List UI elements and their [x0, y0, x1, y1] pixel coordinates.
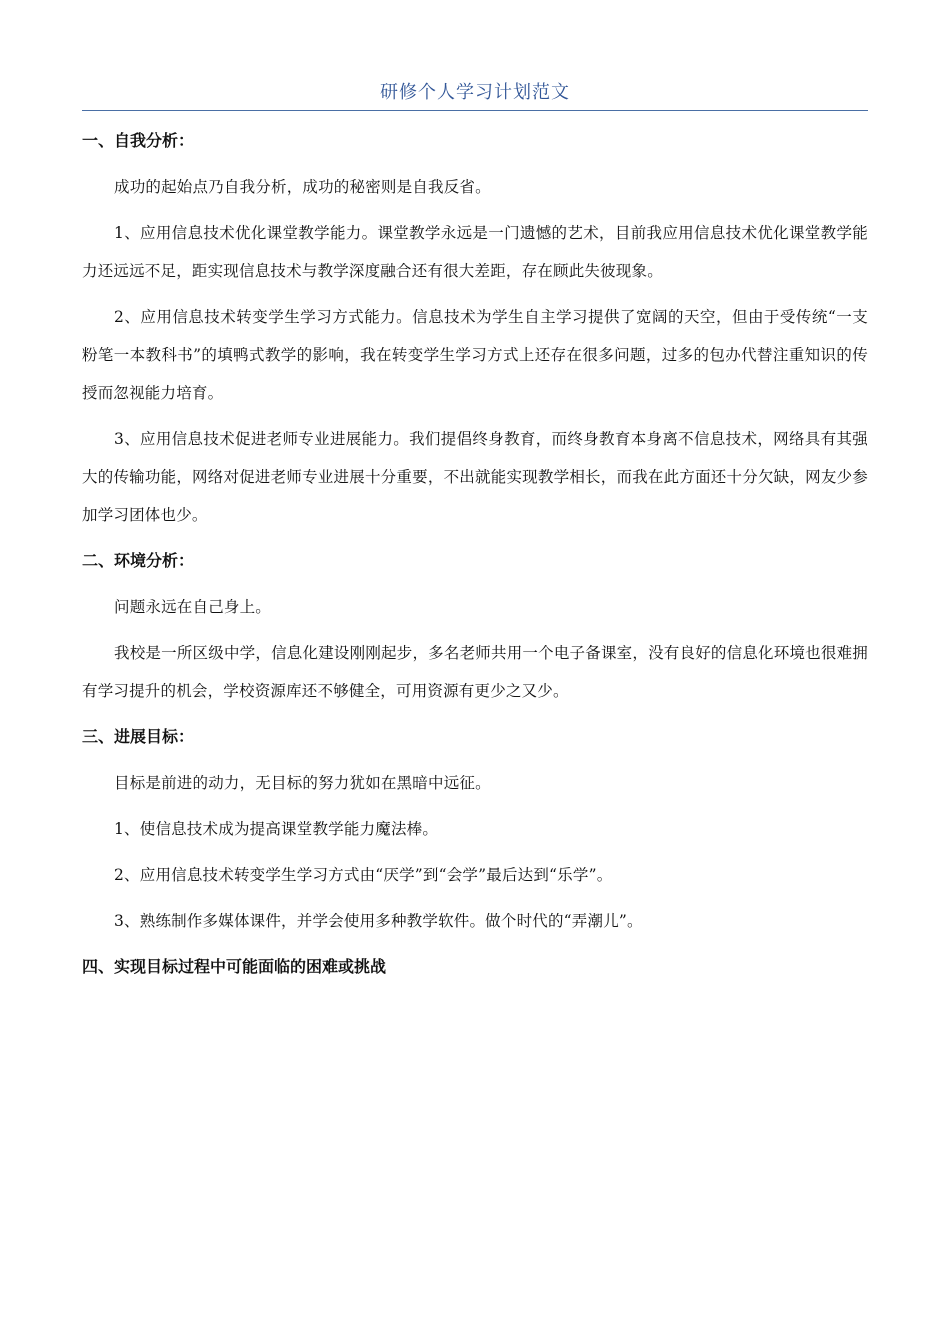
paragraph: 3、应用信息技术促进老师专业进展能力。我们提倡终身教育，而终身教育本身离不信息技术，网络具有其强大的传输功能，网络对促进老师专业进展十分重要，不出就能实现教学相长，而我在此方面还十分欠缺，网友少参加学习团体也少。: [82, 430, 868, 524]
paragraph: 2、应用信息技术转变学生学习方式能力。信息技术为学生自主学习提供了宽阔的天空，但由于受传统“一支粉笔一本教科书”的填鸭式教学的影响，我在转变学生学习方式上还存在很多问题，过多的包办代替注重知识的传授而忽视能力培育。: [82, 308, 868, 402]
paragraph: 1、使信息技术成为提高课堂教学能力魔法棒。: [114, 820, 439, 838]
paragraph: 我校是一所区级中学，信息化建设刚刚起步，多名老师共用一个电子备课室，没有良好的信息化环境也很难拥有学习提升的机会，学校资源库还不够健全，可用资源有更少之又少。: [82, 644, 868, 700]
document-body: [82, 122, 868, 994]
section-heading-challenges: 四、实现目标过程中可能面临的困难或挑战: [82, 957, 387, 976]
paragraph: 3、熟练制作多媒体课件，并学会使用多种教学软件。做个时代的“弄潮儿”。: [114, 912, 643, 930]
section-heading-development-goals: 三、进展目标：: [82, 727, 195, 746]
paragraph: 目标是前进的动力，无目标的努力犹如在黑暗中远征。: [114, 774, 491, 792]
section-heading-self-analysis: 一、自我分析：: [82, 131, 195, 150]
paragraph: 2、应用信息技术转变学生学习方式由“厌学”到“会学”最后达到“乐学”。: [114, 866, 613, 884]
section-heading-environment-analysis: 二、环境分析：: [82, 551, 195, 570]
document-header: [82, 80, 868, 111]
paragraph: 1、应用信息技术优化课堂教学能力。课堂教学永远是一门遗憾的艺术，目前我应用信息技术优化课堂教学能力还远远不足，距实现信息技术与教学深度融合还有很大差距，存在顾此失彼现象。: [82, 224, 868, 280]
paragraph: 成功的起始点乃自我分析，成功的秘密则是自我反省。: [114, 178, 491, 196]
paragraph: 问题永远在自己身上。: [114, 598, 272, 616]
document-title: 研修个人学习计划范文: [380, 82, 570, 103]
